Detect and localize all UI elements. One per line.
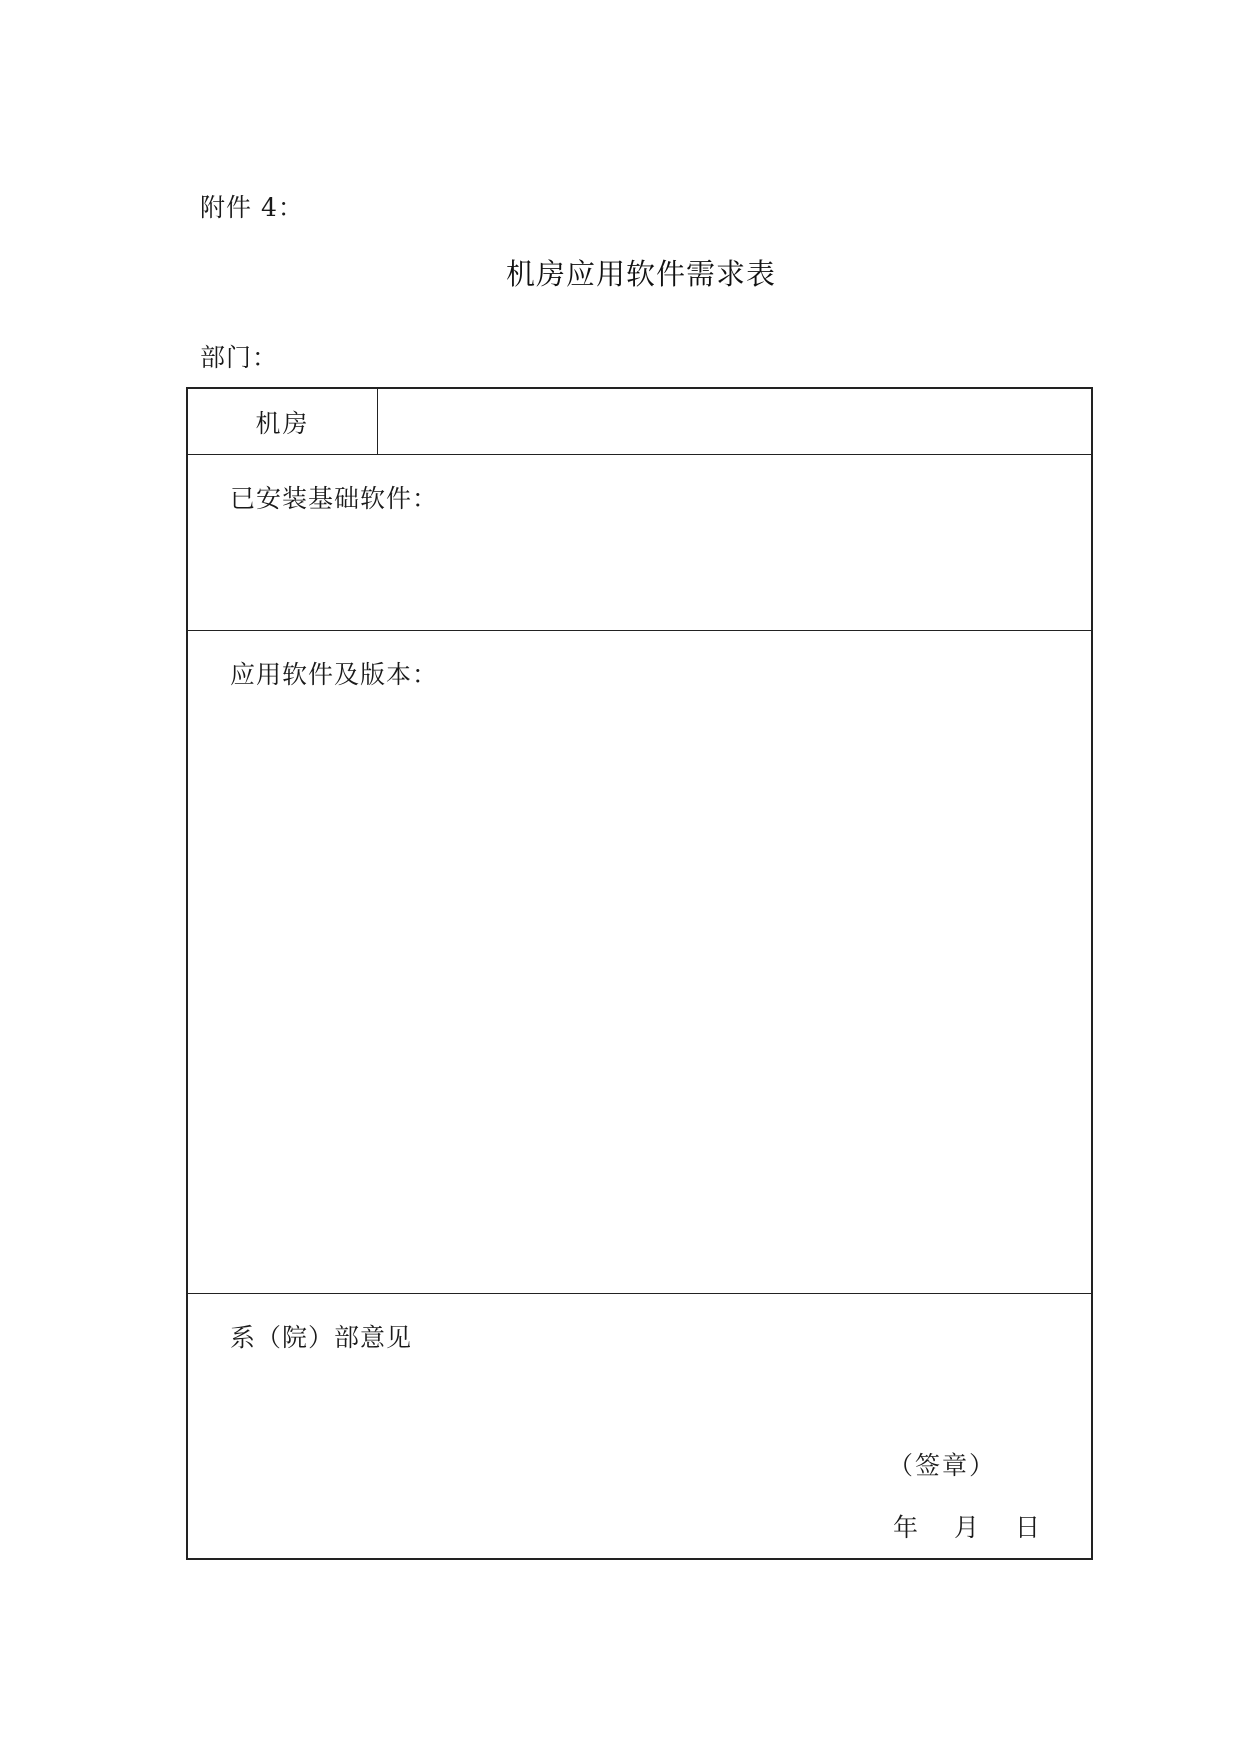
room-row [188,389,1091,455]
application-software-label: 应用软件及版本： [230,660,439,689]
department-opinion-field[interactable] [188,1294,1091,1558]
attachment-label: 附件 4： [200,193,304,222]
date-line [893,1508,1040,1544]
application-software-field[interactable] [188,631,1091,1294]
requirement-form-table [186,387,1093,1560]
date-year-label: 年 [893,1513,919,1542]
installed-software-field[interactable] [188,455,1091,631]
installed-software-label: 已安装基础软件： [230,484,439,513]
form-title: 机房应用软件需求表 [505,257,776,291]
room-value-field[interactable] [378,389,1091,454]
department-label: 部门： [200,343,279,372]
date-month-label: 月 [954,1513,980,1542]
department-opinion-label: 系（院）部意见 [230,1323,413,1352]
room-label: 机房 [188,389,378,454]
stamp-label: （签章） [888,1451,997,1480]
date-day-label: 日 [1015,1513,1041,1542]
